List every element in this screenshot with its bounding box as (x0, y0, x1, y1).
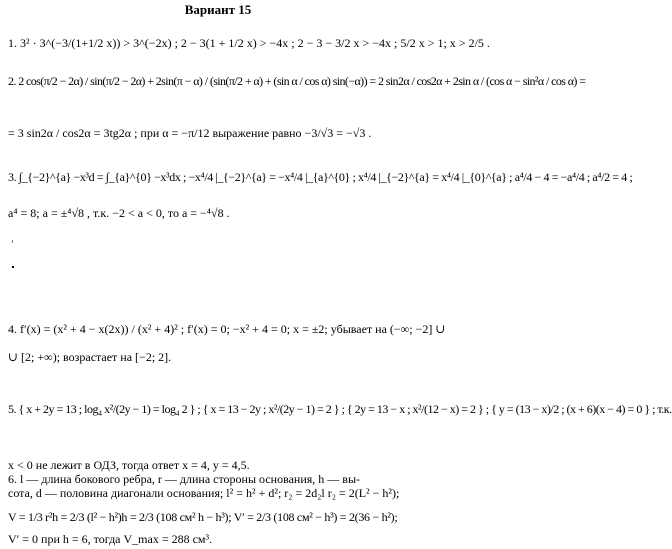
solution-6: 6. l — длина бокового ребра, r — длина стороны основания, h — вы- (8, 472, 361, 486)
solution-4: 4. f′(x) = (x² + 4 − x(2x)) / (x² + 4)² ; f′(x) = 0; −x² + 4 = 0; x = ±2; убывает на (−∞; −2] ∪ (8, 322, 446, 336)
solution-3-continued: a⁴ = 8; a = ±⁴√8 , т.к. −2 < a < 0, то a = −⁴√8 . (8, 206, 230, 220)
solution-6-answer: V′ = 0 при h = 6, тогда V_max = 288 см³. (8, 532, 213, 546)
solution-6-volume: V = 1/3 r²h = 2/3 (l² − h²)h = 2/3 (108 см² h − h³); V′ = 2/3 (108 см² − h³) = 2(36 − h²); (8, 510, 398, 524)
solution-1: 1. 3² · 3^(−3/(1+1/2 x)) > 3^(−2x) ; 2 − 3(1 + 1/2 x) > −4x ; 2 − 3 − 3/2 x > −4x ; 5/2 x > 1; x > 2/5 . (8, 36, 490, 50)
solution-2: 2. 2 cos(π/2 − 2α) / sin(π/2 − 2α) + 2sin(π − α) / (sin(π/2 + α) + (sin α / cos α) sin(−α)) = 2 sin2α / cos2α + 2sin α / (cos α − sin²α / cos α) = (8, 74, 586, 88)
solution-5-continued: x < 0 не лежит в ОДЗ, тогда ответ x = 4, y = 4,5. (8, 458, 250, 472)
solution-5: 5. { x + 2y = 13 ; log₄ x²/(2y − 1) = log₄ 2 } ; { x = 13 − 2y ; x²/(2y − 1) = 2 } ; { 2y = 13 − x ; x²/(12 − x) = 2 } ; { y = (13 − x)/2 ; (x + 6)(x − 4) = 0 } ; т.к. (8, 402, 672, 416)
scan-dot (12, 266, 14, 268)
solution-6-continued: сота, d — половина диагонали основания; l² = h² + d²; r₂ = 2d₂l r₂ = 2(L² − h²); (8, 486, 400, 500)
scan-mark (12, 240, 13, 243)
solution-4-continued: ∪ [2; +∞); возрастает на [−2; 2]. (8, 350, 172, 364)
page-title: Вариант 15 (184, 2, 252, 17)
solution-2-continued: = 3 sin2α / cos2α = 3tg2α ; при α = −π/12 выражение равно −3/√3 = −√3 . (8, 126, 372, 140)
solution-3: 3. ∫_{−2}^{a} −x³d = ∫_{a}^{0} −x³dx ; −x⁴/4 |_{−2}^{a} = −x⁴/4 |_{a}^{0} ; x⁴/4 |_{−2}^{a} = x⁴/4 |_{0}^{a} ; a⁴/4 − 4 = −a⁴/4 ; a⁴/2 = 4 ; (8, 170, 633, 184)
